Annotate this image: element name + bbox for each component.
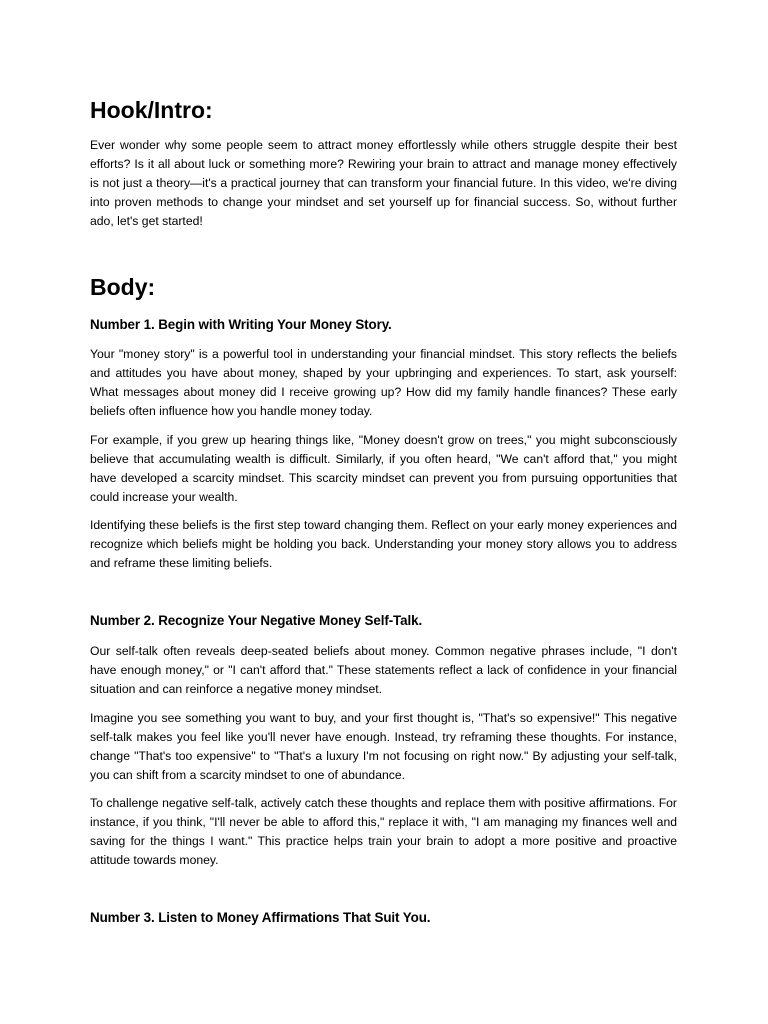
body-heading: Body: [90,274,156,300]
hook-intro-paragraph: Ever wonder why some people seem to attract money effortlessly while others struggle despite their best efforts? Is it all about luck or something more? Rewiring your brain to attract and manage money effectively is not just a theory—it's a practical journey that can transform your financial future. In this video, we're diving into proven methods to change your mindset and set yourself up for financial success. So, without further ado, let's get started! [90,138,677,228]
section-2-heading: Number 2. Recognize Your Negative Money Self-Talk. [90,613,423,628]
section-3-heading: Number 3. Listen to Money Affirmations That Suit You. [90,910,431,925]
section-2-paragraph-2: Imagine you see something you want to buy, and your first thought is, "That's so expensive!" This negative self-talk makes you feel like you'll never have enough. Instead, try reframing these thoughts. For instance, change "That's too expensive" to "That's a luxury I'm not focusing on right now." By adjusting your self-talk, you can shift from a scarcity mindset to one of abundance. [90,711,677,782]
section-1-paragraph-1: Your "money story" is a powerful tool in understanding your financial mindset. This story reflects the beliefs and attitudes you have about money, shaped by your upbringing and experiences. To start, ask yourself: What messages about money did I receive growing up? How did my family handle finances? These early beliefs often influence how you handle money today. [90,347,677,418]
section-2-paragraph-1: Our self-talk often reveals deep-seated beliefs about money. Common negative phrases include, "I don't have enough money," or "I can't afford that." These statements reflect a lack of confidence in your financial situation and can reinforce a negative money mindset. [90,644,677,696]
section-1-paragraph-3: Identifying these beliefs is the first step toward changing them. Reflect on your early money experiences and recognize which beliefs might be holding you back. Understanding your money story allows you to address and reframe these limiting beliefs. [90,518,677,570]
hook-intro-heading: Hook/Intro: [90,97,213,123]
section-1-paragraph-2: For example, if you grew up hearing things like, "Money doesn't grow on trees," you might subconsciously believe that accumulating wealth is difficult. Similarly, if you often heard, "We can't afford that," you might have developed a scarcity mindset. This scarcity mindset can prevent you from pursuing opportunities that could increase your wealth. [90,433,677,504]
section-2-paragraph-3: To challenge negative self-talk, actively catch these thoughts and replace them with positive affirmations. For instance, if you think, "I'll never be able to afford this," replace it with, "I am managing my finances well and saving for the things I want." This practice helps train your brain to adopt a more positive and proactive attitude towards money. [90,796,677,867]
section-1-heading: Number 1. Begin with Writing Your Money Story. [90,317,392,332]
